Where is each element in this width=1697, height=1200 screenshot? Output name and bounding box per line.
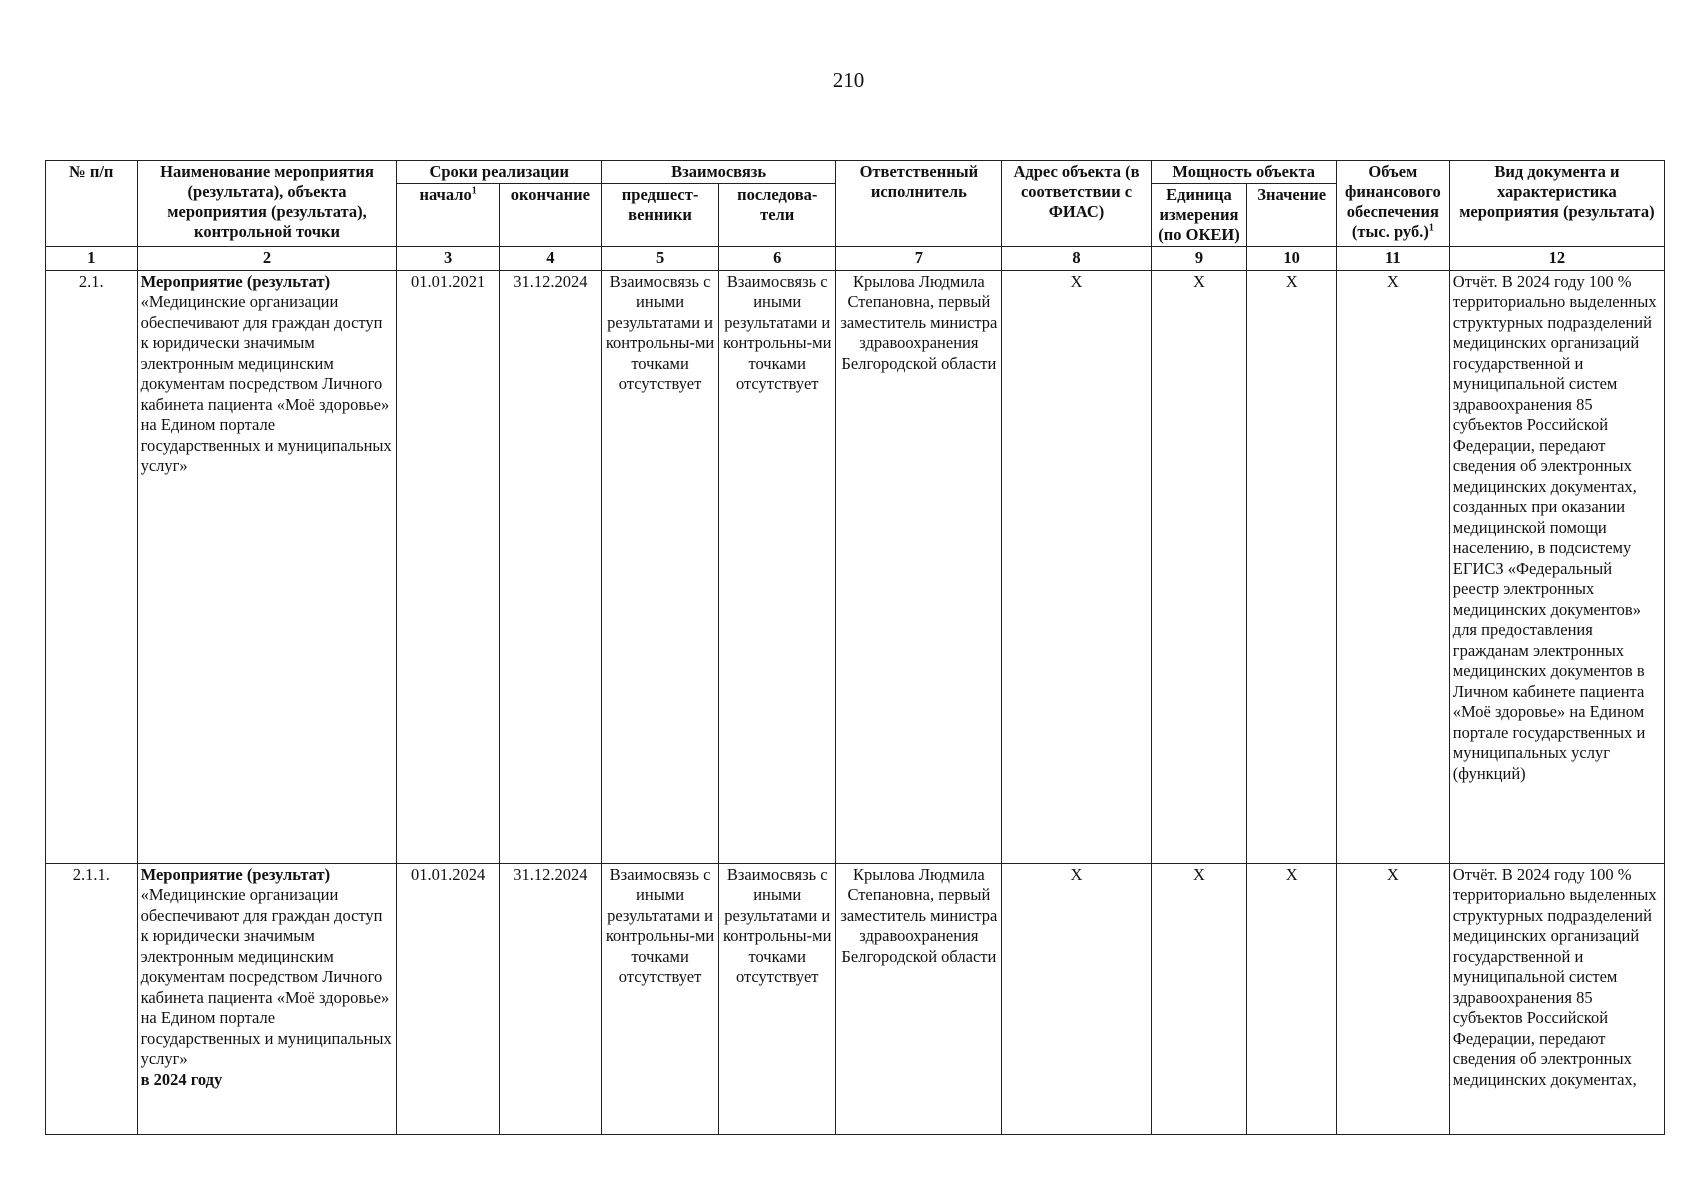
- table-row: [46, 270, 1665, 863]
- document-table-container: [45, 160, 1665, 1120]
- activity-type-label: Мероприятие (результат): [140, 271, 331, 291]
- power-value: Х: [1247, 270, 1336, 863]
- column-numbers-row: [46, 247, 1665, 271]
- column-number: 6: [719, 247, 836, 271]
- column-number: 4: [499, 247, 601, 271]
- successors: Взаимосвязь с иными результатами и контрольны-ми точками отсутствует: [719, 270, 836, 863]
- activities-table: [45, 160, 1665, 1135]
- activity-name-text: «Медицинские организации обеспечивают для граждан доступ к юридически значимым электронным медицинским документам посредством Личного кабинета пациента «Моё здоровье» на Едином портале государственных и муниципальных услуг»: [140, 292, 392, 475]
- activity-name: [137, 270, 397, 863]
- header-successors: последова-тели: [719, 184, 836, 247]
- end-date: 31.12.2024: [499, 863, 601, 1134]
- end-date: 31.12.2024: [499, 270, 601, 863]
- start-date: 01.01.2024: [397, 863, 499, 1134]
- header-power: Мощность объекта: [1151, 161, 1336, 184]
- unit-of-measure: Х: [1151, 270, 1247, 863]
- row-number: 2.1.: [46, 270, 138, 863]
- predecessors: Взаимосвязь с иными результатами и контрольны-ми точками отсутствует: [601, 270, 718, 863]
- page-number: 210: [832, 68, 865, 92]
- column-number: 3: [397, 247, 499, 271]
- column-number: 8: [1002, 247, 1151, 271]
- column-number: 10: [1247, 247, 1336, 271]
- responsible-person: Крылова Людмила Степановна, первый заместитель министра здравоохранения Белгородской области: [836, 270, 1002, 863]
- column-number: 5: [601, 247, 718, 271]
- header-start: начало$^1$: [397, 184, 499, 247]
- activity-name-text: «Медицинские организации обеспечивают для граждан доступ к юридически значимым электронным медицинским документам посредством Личного кабинета пациента «Моё здоровье» на Едином портале государственных и муниципальных услуг»: [140, 885, 392, 1068]
- unit-of-measure: Х: [1151, 863, 1247, 1134]
- row-number: 2.1.1.: [46, 863, 138, 1134]
- header-row-1: [46, 161, 1665, 184]
- object-address: Х: [1002, 270, 1151, 863]
- column-number: 2: [137, 247, 397, 271]
- column-number: 9: [1151, 247, 1247, 271]
- predecessors: Взаимосвязь с иными результатами и контрольны-ми точками отсутствует: [601, 863, 718, 1134]
- header-document: Вид документа и характеристика мероприятия (результата): [1449, 161, 1664, 247]
- header-terms: Сроки реализации: [397, 161, 602, 184]
- table-row: [46, 863, 1665, 1134]
- document-description: Отчёт. В 2024 году 100 % территориально выделенных структурных подразделений медицинских организаций государственной и муниципальной систем здравоохранения 85 субъектов Российской Федерации, передают сведения об электронных медицинских документах,: [1449, 863, 1664, 1134]
- header-responsible: Ответственный исполнитель: [836, 161, 1002, 247]
- header-finance: Объем финансового обеспечения (тыс. руб.)$^1$: [1336, 161, 1449, 247]
- header-unit: Единица измерения (по ОКЕИ): [1151, 184, 1247, 247]
- object-address: Х: [1002, 863, 1151, 1134]
- column-number: 7: [836, 247, 1002, 271]
- header-name: Наименование мероприятия (результата), объекта мероприятия (результата), контрольной точки: [137, 161, 397, 247]
- header-num: № п/п: [46, 161, 138, 247]
- finance-volume: Х: [1336, 863, 1449, 1134]
- successors: Взаимосвязь с иными результатами и контрольны-ми точками отсутствует: [719, 863, 836, 1134]
- document-description: Отчёт. В 2024 году 100 % территориально выделенных структурных подразделений медицинских организаций государственной и муниципальной систем здравоохранения 85 субъектов Российской Федерации, передают сведения об электронных медицинских документах, созданных при оказании медицинской помощи населению, в подсистему ЕГИСЗ «Федеральный реестр электронных медицинских документов» для предоставления гражданам электронных медицинских документов в Личном кабинете пациента «Моё здоровье» на Едином портале государственных и муниципальных услуг (функций): [1449, 270, 1664, 863]
- activity-name: [137, 863, 397, 1134]
- column-number: 12: [1449, 247, 1664, 271]
- finance-volume: Х: [1336, 270, 1449, 863]
- header-address: Адрес объекта (в соответствии с ФИАС): [1002, 161, 1151, 247]
- column-number: 1: [46, 247, 138, 271]
- power-value: Х: [1247, 863, 1336, 1134]
- activity-type-label: Мероприятие (результат): [140, 864, 331, 884]
- header-end: окончание: [499, 184, 601, 247]
- start-date: 01.01.2021: [397, 270, 499, 863]
- activity-year-label: в 2024 году: [140, 1069, 223, 1089]
- header-value: Значение: [1247, 184, 1336, 247]
- responsible-person: Крылова Людмила Степановна, первый заместитель министра здравоохранения Белгородской области: [836, 863, 1002, 1134]
- header-predecessors: предшест-венники: [601, 184, 718, 247]
- header-link: Взаимосвязь: [601, 161, 835, 184]
- column-number: 11: [1336, 247, 1449, 271]
